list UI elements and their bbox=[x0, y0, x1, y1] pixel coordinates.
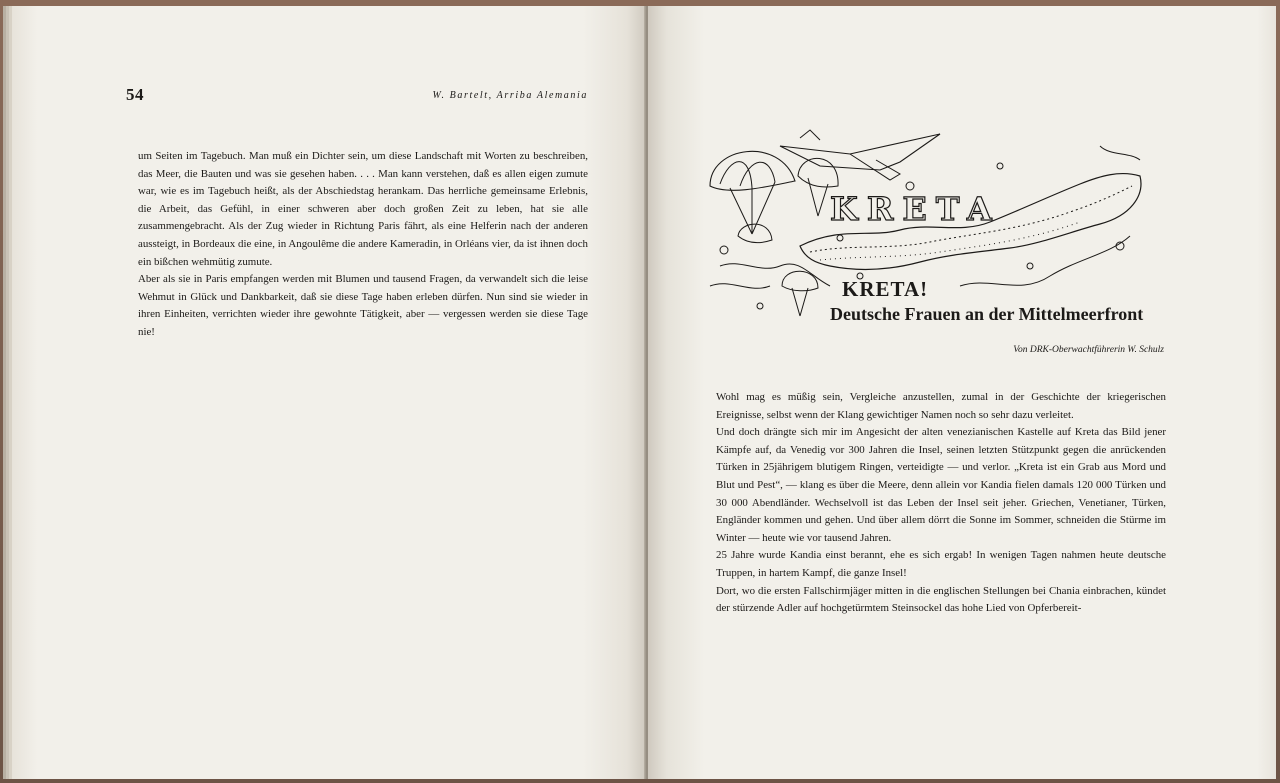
page-number: 54 bbox=[126, 85, 144, 104]
paragraph: Wohl mag es müßig sein, Vergleiche anzustellen, zumal in der Geschichte der kriegerischen Ereignisse, selbst wenn der Klang gewichtiger Namen noch so sehr dazu verleitet. bbox=[716, 391, 1166, 421]
paragraph: um Seiten im Tagebuch. Man muß ein Dichter sein, um diese Landschaft mit Worten zu beschreiben, das Meer, die Bauten und was sie gesehen haben. . . . Man kann verstehen, daß es allen eigen zumute war, wie es im Tagebuch heißt, als der Abschiedstag herankam. Das herrliche gemeinsame Erlebnis, die Arbeit, das Gefühl, in einer schweren aber doch großen Zeit zu leben, hat sie alle zusammengebracht. Als der Zug wieder in Richtung Paris fährt, als eine Helferin nach der anderen aussteigt, in Bordeaux die eine, in Angoulême die andere Kameradin, in Orléans vier, da ist ihnen doch ein bißchen wehmütig zumute. bbox=[138, 150, 588, 268]
paragraph: Dort, wo die ersten Fallschirmjäger mitten in die englischen Stellungen bei Chania einbrachen, kündet der stürzende Adler auf hochgetürmtem Steinsockel das hohe Lied von Opferbereit- bbox=[716, 584, 1166, 615]
paragraph: Aber als sie in Paris empfangen werden mit Blumen und tausend Fragen, da verwandelt sich die leise Wehmut in Glück und Dankbarkeit, daß sie diese Tage haben erleben dürfen. Nun sind sie wieder in ihren Einheiten, verrichten wieder ihre gewohnte Tätigkeit, aber — vergessen werden sie diese Tage nie! bbox=[138, 273, 588, 338]
running-head bbox=[126, 85, 588, 107]
byline: Von DRK-Oberwachtführerin W. Schulz bbox=[1013, 345, 1164, 355]
right-body-text bbox=[716, 389, 1166, 618]
paragraph: 25 Jahre wurde Kandia einst berannt, ehe es sich ergab! In wenigen Tagen nahmen heute deutsche Truppen, in hartem Kampf, die ganze Insel! bbox=[716, 549, 1166, 579]
paragraph: Und doch drängte sich mir im Angesicht der alten venezianischen Kastelle auf Kreta das Bild jener Kämpfe auf, da Venedig vor 300 Jahren die Insel, seinen letzten Stützpunkt gegen die anrückenden Türken in 25jährigem blutigem Ringen, verteidigte — und verlor. „Kreta ist ein Grab aus Mord und Blut und Pest“, — klang es über die Meere, denn allein vor Kandia fielen damals 120 000 Türken und 30 000 Abendländer. Wechselvoll ist das Leben der Insel seit jeher. Griechen, Venetianer, Türken, Engländer kommen und gehen. Und über allem dörrt die Sonne im Sommer, schneiden die Stürme im Winter — heute wie vor tausend Jahren. bbox=[716, 426, 1166, 544]
article-subtitle: Deutsche Frauen an der Mittelmeerfront bbox=[830, 304, 1144, 324]
left-page bbox=[12, 6, 646, 779]
left-body-text bbox=[138, 148, 588, 342]
article-title: KRETA! bbox=[842, 277, 929, 301]
running-title: W. Bartelt, Arriba Alemania bbox=[432, 90, 588, 101]
illustration-lettering: KRETA bbox=[830, 190, 1001, 228]
